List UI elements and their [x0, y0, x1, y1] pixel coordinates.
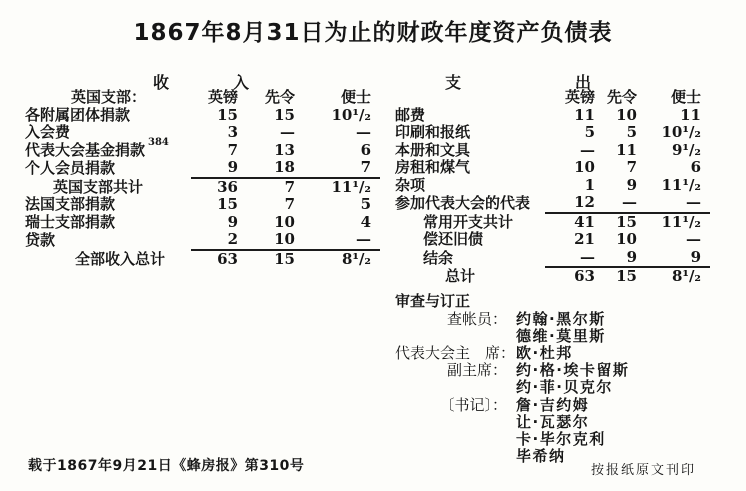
row-label: 法国支部捐款 — [25, 195, 116, 213]
row-label: 结余 — [423, 248, 454, 267]
income-header-row — [25, 89, 380, 107]
column-header-pence: 便士 — [340, 88, 371, 106]
table-row — [25, 107, 380, 125]
official-role — [395, 328, 507, 345]
cell-pence: 8¹/₂ — [646, 267, 710, 286]
official-row — [395, 362, 710, 379]
cell-shillings: 5 — [626, 123, 637, 141]
official-row — [395, 379, 710, 396]
cell-shillings: 10 — [616, 105, 637, 124]
cell-pounds: 1 — [584, 175, 595, 194]
column-header-pounds: 英镑 — [564, 88, 595, 106]
table-row — [395, 267, 710, 286]
table-row — [25, 250, 380, 269]
cell-shillings: 10 — [274, 212, 295, 231]
cell-shillings: 18 — [274, 158, 295, 176]
row-label: 各附属团体捐款 — [25, 105, 131, 124]
table-row — [395, 159, 710, 177]
cell-pounds: 11 — [574, 105, 595, 124]
cell-pounds: 21 — [574, 230, 595, 248]
cell-shillings: 9 — [626, 247, 637, 266]
table-row — [25, 231, 380, 250]
cell-pounds: 15 — [217, 195, 238, 213]
cell-pence: 11 — [680, 105, 701, 124]
cell-pounds: 63 — [545, 267, 604, 286]
income-heading-char-left: 收 — [153, 73, 170, 92]
table-row — [25, 178, 380, 197]
cell-pence: — — [686, 230, 701, 248]
cell-pence: — — [686, 193, 701, 211]
cell-pence: 4 — [360, 212, 371, 231]
official-row — [395, 311, 710, 328]
cell-pounds: 12 — [574, 193, 595, 211]
row-label: 常用开支共计 — [423, 212, 514, 231]
row-label: 英国支部共计 — [53, 177, 144, 196]
table-row — [395, 142, 710, 160]
official-name: 詹·吉约姆 — [516, 395, 590, 414]
cell-shillings: 7 — [626, 158, 637, 176]
table-row — [395, 231, 710, 249]
cell-pence: — — [356, 123, 371, 141]
cell-pence: 6 — [360, 140, 371, 159]
cell-shillings: 15 — [274, 105, 295, 124]
row-label: 印刷和报纸 — [395, 123, 471, 141]
income-section — [25, 70, 380, 268]
official-name: 约·菲·贝克尔 — [516, 378, 613, 397]
table-row — [25, 124, 380, 142]
cell-pence: 9¹/₂ — [671, 140, 701, 159]
expenditure-heading-char-left: 支 — [445, 73, 462, 92]
column-header-pounds: 英镑 — [207, 88, 238, 106]
cell-shillings: 13 — [274, 140, 295, 159]
income-table — [25, 89, 380, 268]
table-row — [395, 107, 710, 125]
table-row — [395, 194, 710, 213]
official-row — [395, 397, 710, 414]
cell-pounds: 3 — [227, 123, 238, 141]
expenditure-section — [395, 70, 710, 465]
row-label: 邮费 — [395, 105, 426, 124]
table-row — [395, 213, 710, 232]
cell-pence: 11¹/₂ — [304, 178, 380, 197]
cell-pence: 11¹/₂ — [661, 175, 701, 194]
official-role: 代表大会主 席： — [395, 343, 516, 362]
cell-pounds: 7 — [227, 140, 238, 159]
official-name: 欧·杜邦 — [516, 343, 573, 362]
official-role — [395, 414, 507, 431]
row-label: 全部收入总计 — [75, 249, 166, 268]
cell-pounds: 2 — [227, 230, 238, 248]
cell-pounds: 63 — [191, 250, 247, 269]
income-section-heading — [25, 70, 380, 92]
official-row — [395, 431, 710, 448]
cell-pounds: 10 — [574, 158, 595, 176]
row-label: 贷款 — [25, 231, 56, 249]
official-row — [395, 414, 710, 431]
column-header-pence: 便士 — [670, 88, 701, 106]
cell-shillings: — — [622, 193, 637, 211]
cell-shillings: 7 — [284, 195, 295, 213]
row-label: 本册和文具 — [395, 140, 471, 159]
income-heading-char-right: 入 — [233, 73, 250, 92]
cell-shillings: — — [280, 123, 295, 141]
row-label: 个人会员捐款 — [25, 159, 116, 177]
cell-pounds: — — [580, 247, 595, 266]
official-name: 毕希纳 — [516, 447, 566, 466]
row-label: 杂项 — [395, 175, 426, 194]
official-role: 查帐员： — [446, 309, 507, 328]
cell-pounds: 41 — [545, 213, 604, 232]
row-label: 参加代表大会的代表 — [395, 194, 531, 212]
cell-pence: 10¹/₂ — [331, 105, 371, 124]
row-label: 总计 — [445, 267, 476, 285]
row-label: 入会费 — [25, 123, 71, 141]
official-name: 让·瓦瑟尔 — [516, 412, 590, 431]
income-subheader: 英国支部： — [71, 88, 147, 106]
audit-section — [395, 293, 710, 466]
audit-heading: 审查与订正 — [395, 291, 471, 310]
table-row — [395, 177, 710, 195]
cell-pence: 9 — [690, 247, 701, 266]
cell-shillings: 10 — [274, 230, 295, 248]
cell-pounds: 15 — [217, 105, 238, 124]
cell-shillings: 15 — [247, 250, 304, 269]
official-name: 卡·毕尔克利 — [516, 429, 606, 448]
official-name: 德维·莫里斯 — [516, 326, 606, 345]
table-row — [25, 214, 380, 232]
row-label: 瑞士支部捐款 — [25, 212, 116, 231]
cell-shillings: 15 — [604, 213, 646, 232]
income-rows — [25, 107, 380, 269]
cell-pence: 8¹/₂ — [304, 250, 380, 269]
official-row — [395, 328, 710, 345]
official-name: 约翰·黑尔斯 — [516, 309, 606, 328]
expenditure-subheader-blank — [395, 89, 545, 107]
cell-pounds: 5 — [584, 123, 595, 141]
footer-note: 按报纸原文刊印 — [590, 463, 696, 478]
cell-pounds: — — [580, 140, 595, 159]
row-label: 代表大会基金捐款 $^{384}$ — [25, 136, 169, 159]
official-role — [395, 448, 507, 465]
footnote-ref: 384 — [148, 136, 169, 148]
cell-shillings: 9 — [626, 175, 637, 194]
row-label: 偿还旧债 — [423, 230, 484, 248]
table-row — [395, 249, 710, 268]
footer-source: 载于1867年9月21日《蜂房报》第310号 — [28, 458, 305, 474]
cell-pounds: 9 — [227, 212, 238, 231]
expenditure-table — [395, 89, 710, 286]
official-role — [395, 379, 507, 396]
column-header-shillings: 先令 — [264, 88, 295, 106]
cell-pence: 10¹/₂ — [661, 123, 701, 141]
cell-pence: 6 — [690, 158, 701, 176]
cell-shillings: 10 — [616, 230, 637, 248]
cell-pounds: 36 — [191, 178, 247, 197]
cell-pence: — — [356, 230, 371, 248]
column-header-shillings: 先令 — [606, 88, 637, 106]
official-role: 〔书记〕： — [439, 395, 507, 414]
official-row — [395, 345, 710, 362]
row-label: 房租和煤气 — [395, 158, 471, 176]
table-row — [25, 159, 380, 178]
officials-list — [395, 311, 710, 466]
table-row — [25, 142, 380, 160]
cell-pence: 5 — [360, 195, 371, 213]
cell-pence: 11¹/₂ — [646, 213, 710, 232]
expenditure-header-row — [395, 89, 710, 107]
cell-shillings: 7 — [247, 178, 304, 197]
cell-shillings: 11 — [616, 140, 637, 159]
table-row — [395, 124, 710, 142]
cell-pounds: 9 — [227, 158, 238, 176]
table-row — [25, 196, 380, 214]
official-role: 副主席： — [446, 361, 507, 380]
expenditure-heading-char-right: 出 — [575, 73, 592, 92]
expenditure-section-heading — [395, 70, 710, 92]
cell-shillings: 15 — [604, 267, 646, 286]
official-role — [395, 431, 507, 448]
official-name: 约·格·埃卡留斯 — [516, 361, 630, 380]
cell-pence: 7 — [360, 158, 371, 176]
page-title: 1867年8月31日为止的财政年度资产负债表 — [133, 20, 613, 46]
expenditure-rows — [395, 107, 710, 286]
